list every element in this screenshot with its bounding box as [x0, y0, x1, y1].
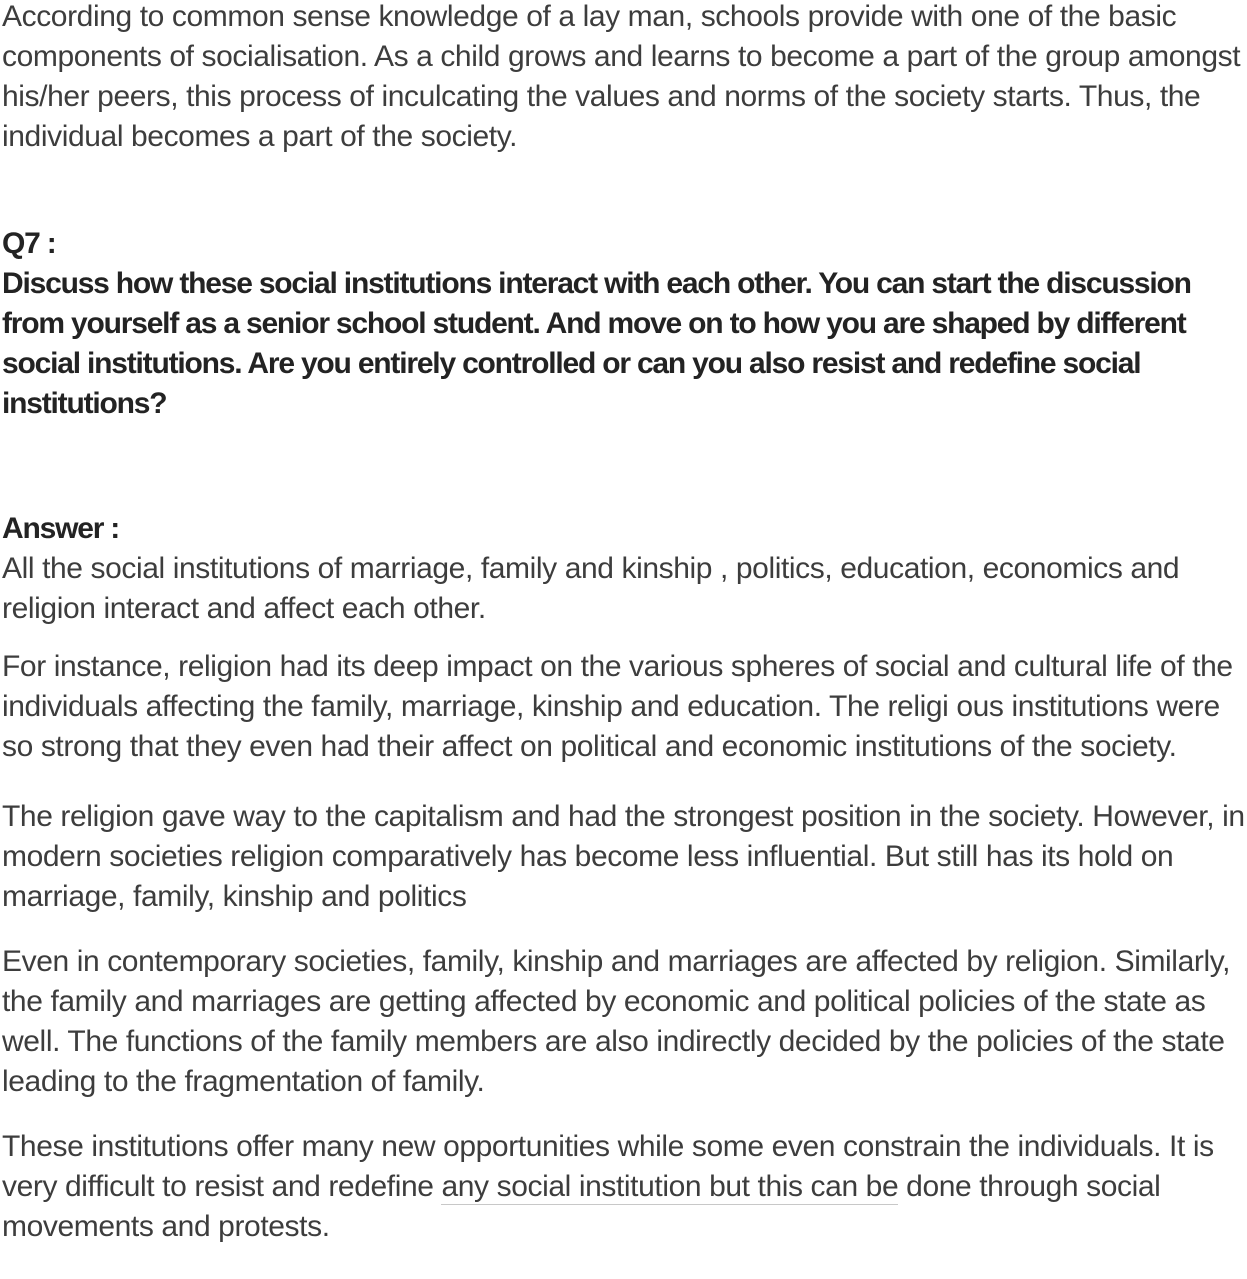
- answer-paragraph-5-start: These institutions offer many new opportunities while some even constrain the individuals. It is very difficult to resist and redefine: [2, 1130, 1214, 1203]
- answer-paragraph-1: All the social institutions of marriage, family and kinship , politics, education, economics and religion interact and affect each other.: [2, 552, 1180, 625]
- answer-heading: Answer :: [2, 512, 120, 545]
- intro-paragraph: According to common sense knowledge of a lay man, schools provide with one of the basic components of socialisation. As a child grows and learns to become a part of the group amongst his/her peers, this process of inculcating the values and norms of the society starts. Thus, the individual becomes a part of the society.: [2, 0, 1241, 153]
- underlined-phrase: any social institution but this can be: [441, 1170, 899, 1203]
- answer-paragraph-5: [2, 1127, 1247, 1247]
- answer-paragraph-2: For instance, religion had its deep impact on the various spheres of social and cultural life of the individuals affecting the family, marriage, kinship and education. The religi ous institutions were so strong that they even had their affect on political and economic institutions of the society.: [2, 650, 1233, 763]
- answer-paragraph-5-end: done through social movements and protests.: [2, 1170, 1161, 1243]
- question-text: Discuss how these social institutions interact with each other. You can start the discussion from yourself as a senior school student. And move on to how you are shaped by different social institutions. Are you entirely controlled or can you also resist and redefine social institutions?: [2, 267, 1191, 420]
- answer-paragraph-4: Even in contemporary societies, family, kinship and marriages are affected by religion. Similarly, the family and marriages are getting affected by economic and political policies of the state as well. The functions of the family members are also indirectly decided by the policies of the state leading to the fragmentation of family.: [2, 945, 1231, 1098]
- answer-paragraph-3: The religion gave way to the capitalism and had the strongest position in the society. However, in modern societies religion comparatively has become less influential. But still has its hold on marriage, family, kinship and politics: [2, 800, 1245, 913]
- question-heading: Q7 :: [2, 227, 56, 260]
